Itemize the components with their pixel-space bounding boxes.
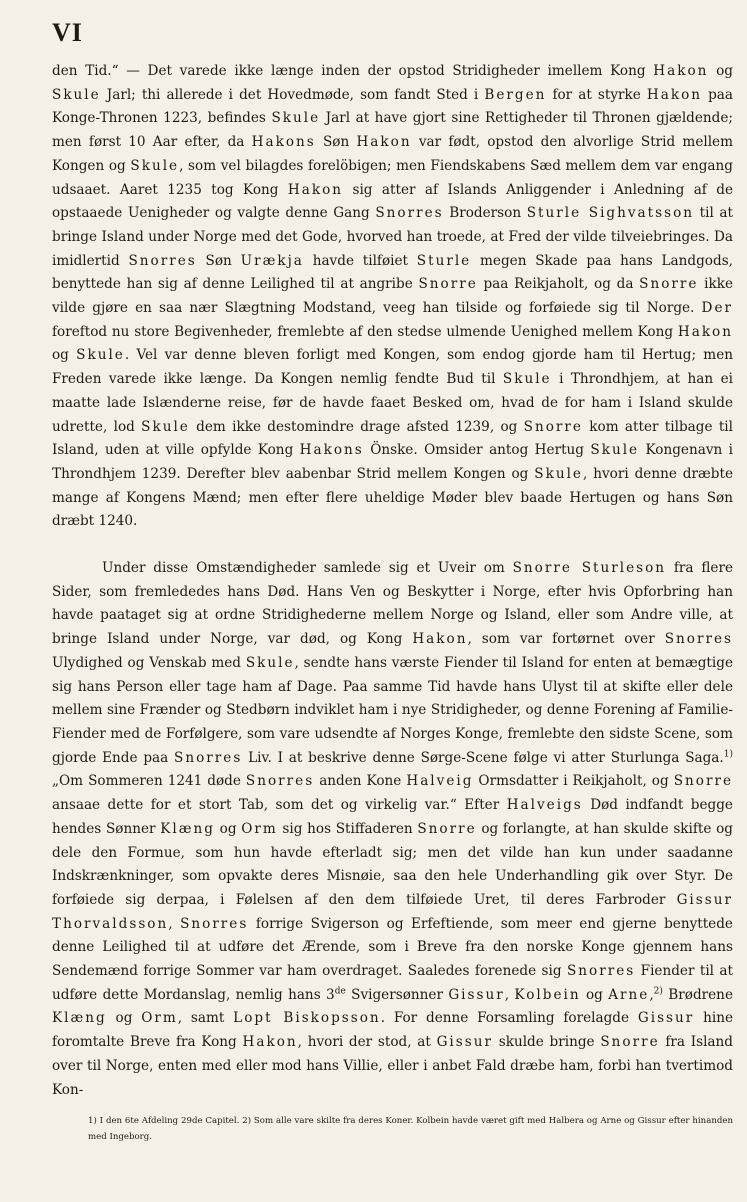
text-run: . Vel var denne bleven forligt med Kongen, som endog gjorde ham til Hertug; men Freden varede ikke længe. Da Kongen nemlig fendte Bud til [52,347,733,388]
text-run: Önske. Omsider antog Hertug [363,442,591,459]
spaced-name: Skule [141,418,190,435]
text-run: til at bringe Island under Norge med det Gode, hvorved han troede, at Fred der vilde tilveiebringes. Da imidlertid [52,205,733,269]
spaced-name: Hakon [677,323,733,340]
text-run: og [106,1010,142,1027]
body-text [52,60,733,1102]
spaced-name: Snorres [180,915,249,932]
text-run: og [708,63,733,79]
spaced-name: Sturle [416,252,472,269]
text-run: sig atter af Islands Anliggender i Anledning af de opstaaede Uenigheder og valgte denne Gang [52,181,733,222]
spaced-name: Orm [141,1010,178,1027]
spaced-name: Der [701,300,733,317]
footnote-marker: 2) [653,986,663,997]
spaced-name: Hakon [412,631,468,648]
text-run: sig hos Stiffaderen [277,820,418,837]
spaced-name: Snorre Sturleson [512,560,667,577]
text-run: kom atter tilbage til Island, uden at ville opfylde Kong [52,418,733,459]
text-run: og [580,986,609,1003]
text-run: hine foromtalte Breve fra Kong [52,1010,733,1051]
text-run: Liv. I at beskrive denne Sørge-Scene følge vi atter Sturlunga Saga. [242,749,724,766]
text-run: for at styrke [546,86,647,103]
text-run: paa Konge-Thronen 1223, befindes [52,86,734,127]
spaced-name: Snorres [128,252,197,269]
spaced-name: Snorres [245,773,315,790]
spaced-name: Hakon [287,181,344,198]
text-run: Jarl at have gjort sine Rettigheder til Thronen gjældende; men først 10 Aar efter, da [52,110,733,151]
spaced-name: Klæng [160,820,215,837]
spaced-name: Sturle Sighvatsson [526,205,695,222]
text-run: Brødrene [662,986,733,1003]
page-number: VI [52,18,83,47]
text-run: den Tid.“ — Det varede ikke længe inden der opstod Stridigheder imellem Kong [52,63,654,79]
text-run: ansaae dette for et stort Tab, som det og virkelig var.“ Efter [52,797,507,814]
spaced-name: Hakons [299,442,364,459]
spaced-name: Snorres [174,749,243,766]
text-run: , hvori denne dræbte mange af Kongens Mænd; men efter flere uheldige Møder blev baade Hertugen og hans Søn dræbt 1240. [52,465,733,530]
spaced-name: Lopt Biskopsson [233,1010,381,1027]
spaced-name: Halveigs [506,797,583,814]
spaced-name: Gissur [448,986,505,1003]
spaced-name: Skule [590,442,640,459]
text-run: var født, opstod den alvorlige Strid mellem Kongen og [52,134,733,174]
spaced-name: Arne [608,986,650,1003]
spaced-name: Kolbein [514,986,581,1003]
text-run: , hvori der stod, at [297,1034,437,1051]
footnote: 1) I den 6te Afdeling 29de Capitel. 2) Som alle vare skilte fra deres Koner. Kolbein havde været gift med Halbera og Arne og Gissur efter hinanden med Ingeborg. [88,1116,733,1142]
text-run: , [504,986,515,1003]
spaced-name: Snorre [417,820,477,837]
text-run: , [649,986,654,1003]
text-run: dem ikke destomindre drage afsted 1239, og [189,418,524,435]
text-run: Søn [315,134,357,151]
text-run: Søn [196,252,241,269]
spaced-name: Gissur [436,1034,493,1051]
spaced-name: Snorres [566,963,636,980]
text-run: Svigersønner [345,986,449,1003]
text-run: havde tilføiet [303,252,417,269]
spaced-name: Hakon [356,134,412,151]
footnotes [88,1113,733,1145]
spaced-name: Gissur Thorvaldsson [52,891,733,932]
spaced-name: Snorres [375,205,444,222]
text-run: og [214,820,242,837]
spaced-name: Skule [130,157,180,174]
text-run: Kongenavn i Throndhjem 1239. Derefter blev aabenbar Strid mellem Kongen og [52,442,734,482]
paragraph [52,60,733,534]
text-run: anden Kone [314,773,407,790]
text-run: Død indfandt begge hendes Sønner [52,797,733,837]
text-run: , samt [177,1010,234,1027]
text-run: Jarl; thi allerede i det Hovedmøde, som fandt Sted i [100,86,485,103]
text-run: forrige Svigerson og Erfeftiende, som meer end gjerne benyttede denne Leilighed til at udføre det Ærende, som i Breve fra den norske Konge gjennem hans Sendemænd forrige Sommer var ham overdraget. Saaledes forenede sig [52,915,733,980]
spaced-name: Skule [502,371,552,388]
spaced-name: Skule [52,86,101,103]
footnote-marker: 1) [723,749,733,760]
spaced-name: Snorre [673,773,733,790]
spaced-name: Snorre [418,276,478,293]
text-run: og [52,347,77,364]
text-run: foreftod nu store Begivenheder, fremlebte af den stedse ulmende Uenighed mellem Kong [52,323,678,340]
text-run: Ulydighed og Venskab med [52,654,246,671]
text-run: Ormsdatter i Reikjaholt, og [473,773,674,790]
text-run: , sendte hans værste Fiender til Island for enten at bemægtige sig hans Person eller tage ham af Dage. Paa samme Tid havde hans Ulyst til at skifte eller dele mellem sine Frænder og Stedbørn indviklet ham i nye Stridigheder, og denne Forening af Familie-Fiender med de Forfølgere, som vare udsendte af Norges Konge, fremlebte den sidste Scene, som gjorde Ende paa [52,654,733,766]
spaced-name: Skule [245,654,295,671]
text-run: Fiender til at udføre dette Mordanslag, nemlig hans 3 [52,963,734,1003]
spaced-name: Skule [76,347,125,364]
text-run: , som var fortørnet over [467,631,665,648]
text-run: Under disse Omstændigheder samlede sig et Uveir om [102,560,513,577]
text-run: fra Island over til Norge, enten med eller mod hans Villie, eller i anbet Fald dræbe ham, forbi han tvertimod Kon- [52,1034,733,1098]
spaced-name: Hakons [251,134,316,151]
text-run: Broderson [443,205,527,222]
footnote-marker: de [334,986,346,997]
spaced-name: Snorre [639,276,699,293]
text-run: paa Reikjaholt, og da [477,276,640,293]
text-run: fra flere Sider, som fremlededes hans Død. Hans Ven og Beskytter i Norge, efter hvis Opforbring han havde paataget sig at ordne Stridighederne mellem Norge og Island, eller som Andre ville, at bringe Island under Norge, var død, og Kong [52,560,733,648]
spaced-name: Skule [271,110,321,127]
spaced-name: Gissur [637,1010,695,1027]
spaced-name: Hakon [242,1034,298,1051]
spaced-name: Bergen [484,86,547,103]
spaced-name: Urækja [240,252,304,269]
text-run: . For denne Forsamling forelagde [380,1010,638,1027]
text-run: i Throndhjem, at han ei maatte lade Islænderne reise, før de havde faaet Besked om, hvad de for ham i Island skulde udrette, lod [52,371,734,435]
text-run: og forlangte, at han skulde skifte og dele den Formue, som hun havde efterladt sig; men det vilde han kun under saadanne Indskrænkninger, som opvakte deres Misnøie, saa den hele Underhandling gik over Styr. De forføiede sig derpaa, i Følelsen af den dem tilføiede Uret, til deres Farbroder [52,820,733,908]
text-run: skulde bringe [493,1034,601,1051]
spaced-name: Snorre [523,418,583,435]
spaced-name: Orm [241,820,278,837]
text-run: megen Skade paa hans Landgods, benyttede han sig af denne Leilighed til at angribe [52,252,733,293]
paragraph [52,557,733,1102]
text-run: „Om Sommeren 1241 døde [52,773,246,790]
text-run: , [168,915,181,932]
spaced-name: Hakon [653,63,709,79]
spaced-name: Snorre [600,1034,660,1051]
spaced-name: Halveig [406,773,474,790]
spaced-name: Skule [534,465,583,482]
spaced-name: Snorres [664,631,733,648]
text-run: ikke vilde gjøre en saa nær Slægtning Modstand, veeg han tilside og forføiede sig til Norge. [52,276,733,317]
text-run: , som vel bilagdes forelöbigen; men Fiendskabens Sæd mellem dem var engang udsaaet. Aaret 1235 tog Kong [52,157,733,198]
spaced-name: Klæng [52,1010,107,1027]
spaced-name: Hakon [646,86,703,103]
